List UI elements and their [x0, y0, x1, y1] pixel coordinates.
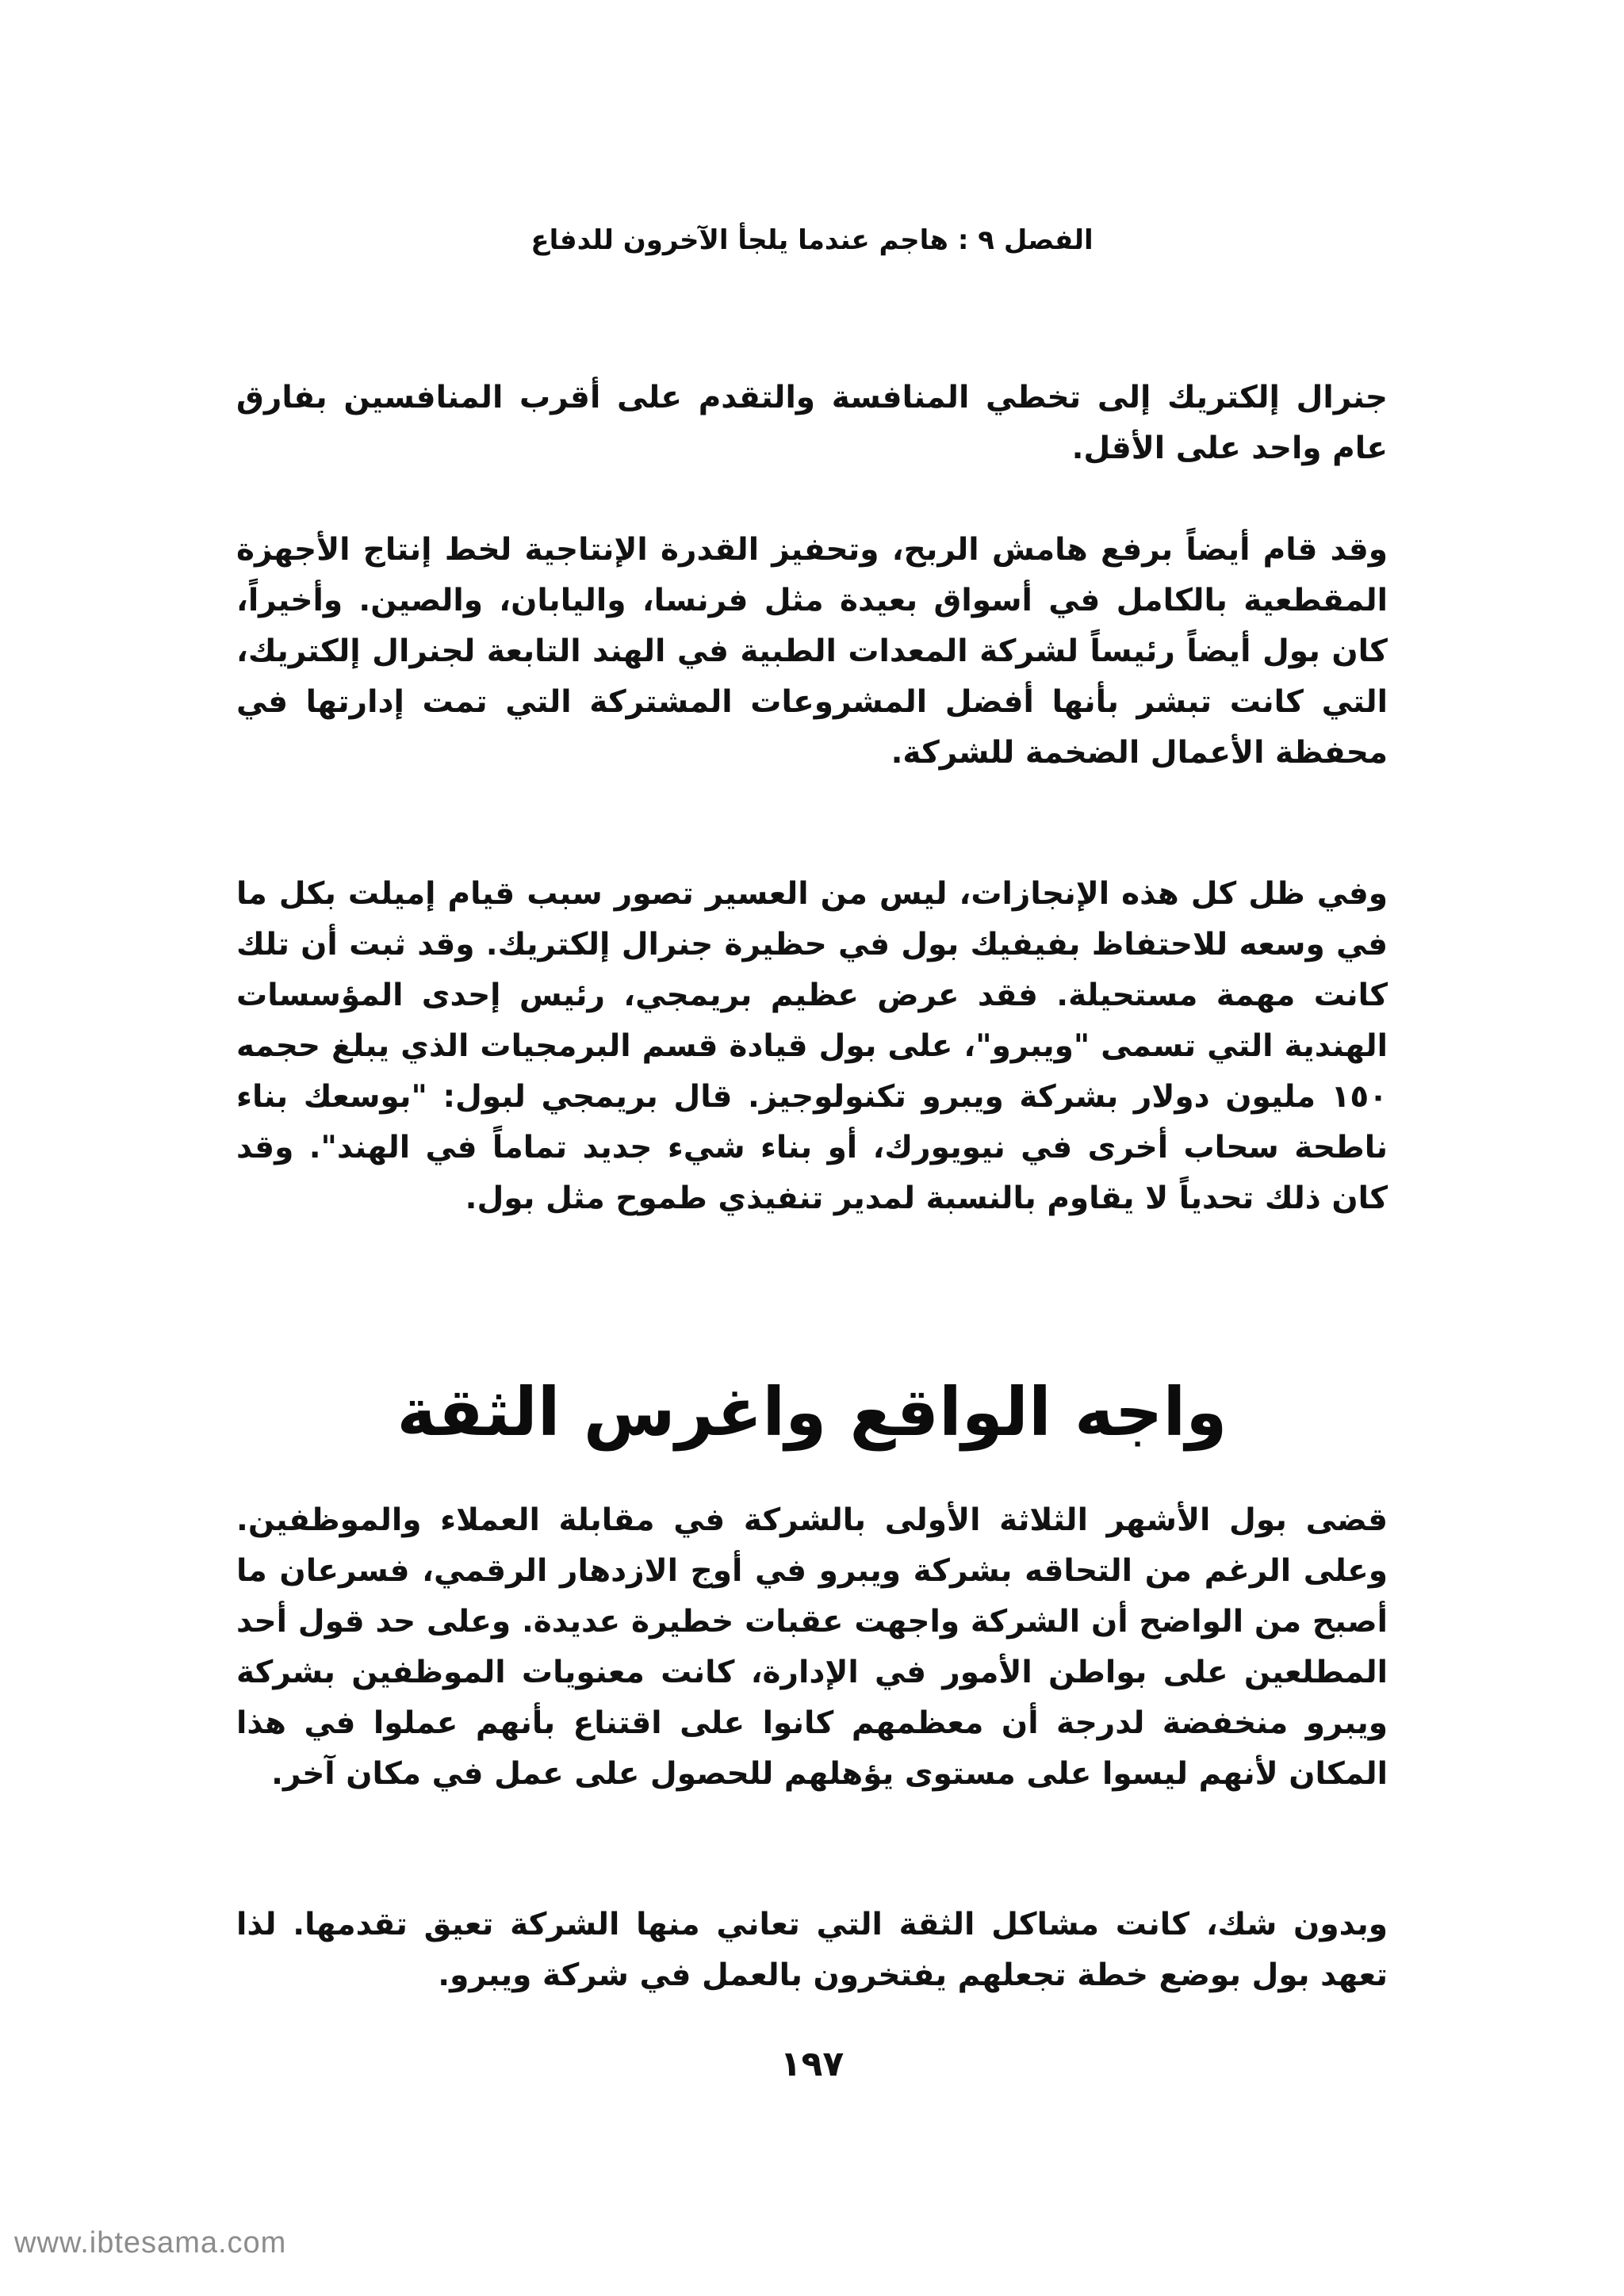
running-header: الفصل ٩ : هاجم عندما يلجأ الآخرون للدفاع — [530, 224, 1094, 256]
paragraph-first-months — [236, 1495, 1388, 1800]
watermark-url: www.ibtesama.com — [14, 2226, 287, 2260]
paragraph-wipro-offer — [236, 869, 1388, 1224]
paragraph-text: قضى بول الأشهر الثلاثة الأولى بالشركة في مقابلة العملاء والموظفين. وعلى الرغم من التحاقه بشركة ويبرو في أوج الازدهار الرقمي، فسرعان ما أصبح من الواضح أن الشركة واجهت عقبات خطيرة عديدة. وعلى حد قول أحد المطلعين على بواطن الأمور في الإدارة، كانت معنويات الموظفين بشركة ويبرو منخفضة لدرجة أن معظمهم كانوا على اقتناع بأنهم عملوا في هذا المكان لأنهم ليسوا على مستوى يؤهلهم للحصول على عمل في مكان آخر. — [236, 1502, 1388, 1792]
paragraph-trust-plan — [236, 1900, 1388, 2001]
paragraph-text: وقد قام أيضاً برفع هامش الربح، وتحفيز القدرة الإنتاجية لخط إنتاج الأجهزة المقطعية بالكامل في أسواق بعيدة مثل فرنسا، واليابان، والصين. وأخيراً، كان بول أيضاً رئيساً لشركة المعدات الطبية في الهند التابعة لجنرال إلكتريك، التي كانت تبشر بأنها أفضل المشروعات المشتركة التي تمت إدارتها في محفظة الأعمال الضخمة للشركة. — [236, 532, 1388, 771]
paragraph-achievements — [236, 525, 1388, 779]
page-number: ١٩٧ — [779, 2044, 845, 2084]
paragraph-continuation — [236, 373, 1388, 474]
paragraph-text: وفي ظل كل هذه الإنجازات، ليس من العسير تصور سبب قيام إميلت بكل ما في وسعه للاحتفاظ بفيفيك بول في حظيرة جنرال إلكتريك. وقد ثبت أن تلك كانت مهمة مستحيلة. فقد عرض عظيم بريمجي، رئيس إحدى المؤسسات الهندية التي تسمى "ويبرو"، على بول قيادة قسم البرمجيات الذي يبلغ حجمه ١٥٠ مليون دولار بشركة ويبرو تكنولوجيز. قال بريمجي لبول: "بوسعك بناء ناطحة سحاب أخرى في نيويورك، أو بناء شيء جديد تماماً في الهند". وقد كان ذلك تحدياً لا يقاوم بالنسبة لمدير تنفيذي طموح مثل بول. — [236, 876, 1388, 1216]
paragraph-text: جنرال إلكتريك إلى تخطي المنافسة والتقدم على أقرب المنافسين بفارق عام واحد على الأقل. — [236, 380, 1388, 466]
paragraph-text: وبدون شك، كانت مشاكل الثقة التي تعاني منها الشركة تعيق تقدمها. لذا تعهد بول بوضع خطة تجعلهم يفتخرون بالعمل في شركة ويبرو. — [236, 1907, 1388, 1993]
section-heading: واجه الواقع واغرس الثقة — [396, 1373, 1228, 1451]
